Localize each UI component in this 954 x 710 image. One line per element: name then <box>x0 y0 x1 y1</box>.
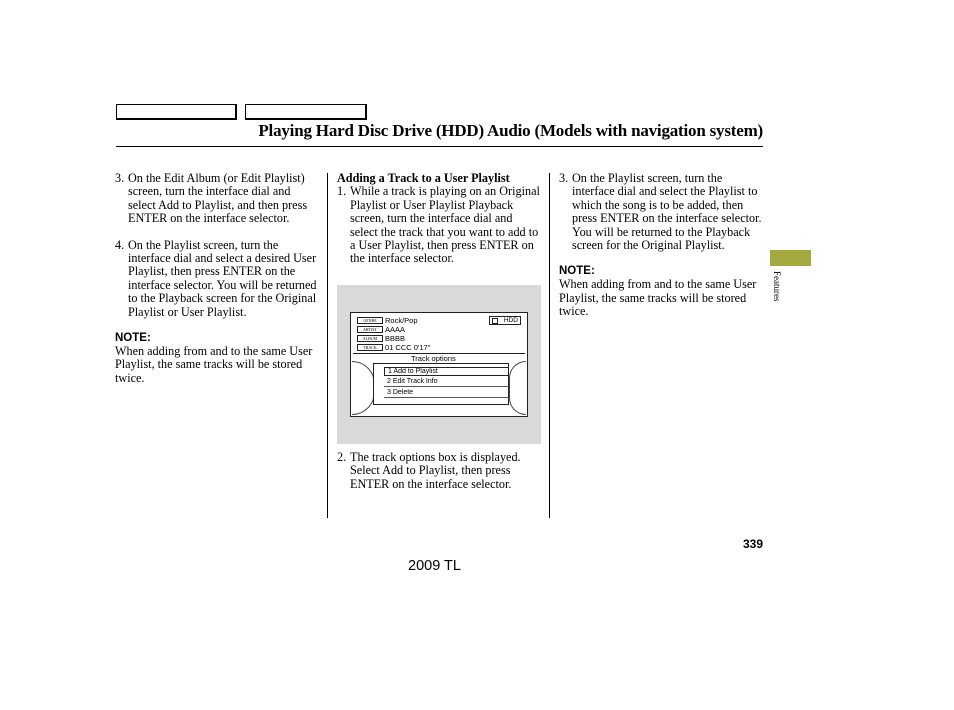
artist-value: AAAA <box>385 325 406 334</box>
title-rule <box>116 146 763 147</box>
genre-label: GENRE <box>357 317 383 324</box>
note-text-left: When adding from and to the same User Playlist, the same tracks will be stored twice. <box>115 344 313 385</box>
option-delete[interactable]: 3 Delete <box>384 389 509 398</box>
step-3-left: 3. On the Edit Album (or Edit Playlist) screen, turn the interface dial and select Add to Playlist, and then press ENTER on the interface selector. <box>115 171 308 226</box>
album-label: ALBUM <box>357 335 383 342</box>
step-3-right: 3. On the Playlist screen, turn the interface dial and select the Playlist to which the song is to be added, then press ENTER on the interface selector. You will be returned to the Playback screen for the Original Playlist. <box>559 171 762 253</box>
disc-graphic-left <box>352 361 375 415</box>
disc-graphic-right <box>509 361 526 415</box>
genre-value: Rock/Pop <box>385 316 418 325</box>
album-value: BBBB <box>385 334 406 343</box>
page-title: Playing Hard Disc Drive (HDD) Audio (Models with navigation system) <box>258 121 763 140</box>
middle-column-lower <box>337 451 543 491</box>
column-divider-2 <box>549 173 550 518</box>
note-heading-left: NOTE: <box>115 332 151 345</box>
option-add-to-playlist[interactable]: 1 Add to Playlist <box>384 367 509 376</box>
navigation-screen <box>350 312 528 417</box>
option-edit-track-info[interactable]: 2 Edit Track Info <box>384 378 509 387</box>
step-2-middle: 2. The track options box is displayed. Select Add to Playlist, then press ENTER on the interface selector. <box>337 450 521 491</box>
track-value: 01 CCC 0'17" <box>385 343 431 352</box>
features-tab[interactable] <box>770 250 811 266</box>
nav-box-next[interactable] <box>245 104 367 120</box>
model-label: 2009 TL <box>408 558 461 574</box>
middle-column <box>337 172 543 266</box>
track-options-box <box>373 363 509 405</box>
track-label: TRACK <box>357 344 383 351</box>
artist-label: ARTIST <box>357 326 383 333</box>
section-subheading: Adding a Track to a User Playlist <box>337 171 510 185</box>
step-4-left: 4. On the Playlist screen, turn the interface dial and select a desired User Playlist, then press ENTER on the interface selector. You will be returned to the Playback screen for the Original Playlist or User Playlist. <box>115 237 317 319</box>
right-column <box>559 172 763 319</box>
note-text-right: When adding from and to the same User Playlist, the same tracks will be stored twice. <box>559 277 757 319</box>
step-1-middle: 1. While a track is playing on an Original Playlist or User Playlist Playback screen, turn the interface dial and select the track that you want to add to a User Playlist, then press ENTER on the interface selector. <box>337 184 540 266</box>
note-heading-right: NOTE: <box>559 265 595 278</box>
page-number: 339 <box>742 537 763 551</box>
hdd-badge: HDD <box>489 316 521 325</box>
nav-box-previous[interactable] <box>116 104 237 120</box>
track-options-title: Track options <box>411 354 456 363</box>
column-divider-1 <box>327 173 328 518</box>
hdd-icon <box>492 318 498 324</box>
left-column <box>115 172 320 385</box>
features-side-label: Features <box>772 271 782 302</box>
